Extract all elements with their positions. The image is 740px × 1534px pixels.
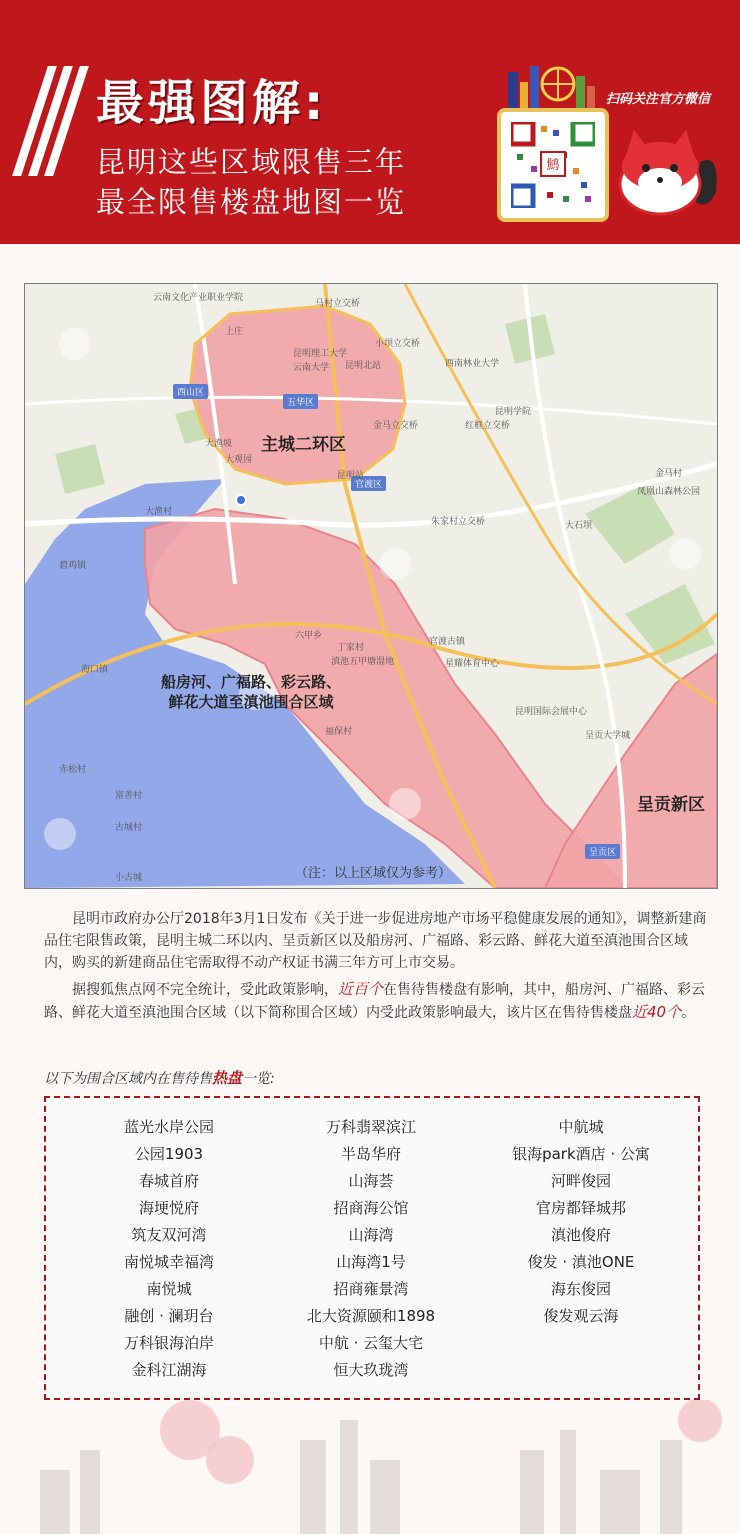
- district-badge-xishan: 西山区: [173, 384, 208, 399]
- stats-highlight-count: 近百个: [338, 980, 384, 998]
- map-label: 昆明站: [337, 471, 365, 481]
- map-label: 福保村: [325, 727, 353, 737]
- subtitle-line1: 昆明这些区域限售三年: [96, 145, 407, 179]
- page-title: 最强图解:: [96, 75, 328, 131]
- map-label: 朱家村立交桥: [431, 517, 486, 527]
- district-badge-wuhua: 五华区: [283, 394, 318, 409]
- property-column-1: [64, 1116, 274, 1386]
- property-item: 山海荟: [348, 1172, 394, 1190]
- list-title: [44, 1067, 275, 1088]
- list-title-a: 以下为围合区域内在售待售: [44, 1071, 212, 1087]
- map-label: 昆明国际会展中心: [515, 707, 588, 717]
- zone-label-lake-line2: 鲜花大道至滇池围合区域: [168, 693, 334, 711]
- property-item: 俊发观云海: [543, 1307, 619, 1325]
- policy-paragraph: [44, 908, 712, 974]
- map-label: 呈贡大学城: [585, 731, 631, 741]
- property-item: 融创 · 澜玥台: [124, 1307, 214, 1325]
- map-label: 丁家村: [337, 643, 365, 653]
- map-label: 富善村: [115, 791, 143, 801]
- zone-label-lake-area: [161, 672, 341, 712]
- property-item: 海东俊园: [550, 1280, 611, 1298]
- map-label: 大石坝: [565, 521, 593, 531]
- stats-text-b: 在售待售楼盘有影响，其中，船房河、广福路、彩云路、鲜花大道至滇池围合区域（以下简称围合区域）内受此政策影响最大，该片区在售待售楼盘: [44, 982, 706, 1021]
- map-label: 海口镇: [81, 665, 109, 675]
- map-label: 小坝立交桥: [375, 339, 421, 349]
- property-item: 官房都铎城邦: [535, 1199, 626, 1217]
- map-label: 西南林业大学: [445, 359, 500, 369]
- property-item: 蓝光水岸公园: [123, 1118, 214, 1136]
- map-panel: [24, 283, 718, 889]
- fox-mascot-icon: [612, 122, 722, 222]
- property-item: 招商海公馆: [333, 1199, 409, 1217]
- list-title-highlight: 热盘: [212, 1069, 243, 1087]
- map-label: 云南文化产业职业学院: [153, 293, 244, 303]
- map-label: 上庄: [225, 327, 244, 337]
- map-label: 滇池五甲塘湿地: [331, 657, 395, 667]
- property-item: 半岛华府: [340, 1145, 401, 1163]
- property-item: 春城首府: [138, 1172, 199, 1190]
- city-skyline-icon: [500, 62, 600, 110]
- map-label: 云南大学: [293, 363, 330, 373]
- property-item: 山海湾1号: [336, 1253, 406, 1271]
- property-item: 海埂悦府: [138, 1199, 199, 1217]
- map-label: 大渔村: [145, 507, 173, 517]
- stats-text-c: 。: [681, 1005, 696, 1021]
- map-label: 金马立交桥: [373, 421, 419, 431]
- district-badge-chenggong: 呈贡区: [585, 844, 620, 859]
- property-item: 公园1903: [134, 1145, 204, 1163]
- qr-center-label: 鹪: [546, 158, 560, 173]
- stats-text-a: 据搜狐焦点网不完全统计，受此政策影响，: [72, 982, 338, 998]
- zone-label-lake-line1: 船房河、广福路、彩云路、: [161, 673, 342, 691]
- map-label: 赤松村: [59, 765, 87, 775]
- property-item: 万科翡翠滨江: [325, 1118, 416, 1136]
- property-item: 滇池俊府: [550, 1226, 611, 1244]
- map-label: 昆明学院: [495, 407, 532, 417]
- map-label: 古城村: [115, 823, 143, 833]
- map-note: （注：以上区域仅为参考）: [295, 866, 452, 881]
- property-item: 俊发 · 滇池ONE: [527, 1253, 635, 1271]
- district-badge-guandu: 官渡区: [351, 476, 386, 491]
- property-item: 南悦城幸福湾: [123, 1253, 214, 1271]
- property-item: 银海park酒店 · 公寓: [512, 1145, 650, 1163]
- location-marker-icon: [235, 494, 247, 506]
- property-list-box: [44, 1096, 700, 1400]
- header-banner: [0, 0, 740, 244]
- subtitle-line2: 最全限售楼盘地图一览: [96, 185, 407, 219]
- property-item: 河畔俊园: [550, 1172, 611, 1190]
- decor-skyline-icon: [0, 1400, 740, 1534]
- property-item: 万科银海泊岸: [123, 1334, 214, 1352]
- map-label: 六甲乡: [295, 631, 323, 641]
- map-label: 昆明理工大学: [293, 349, 348, 359]
- property-item: 中航 · 云玺大宅: [318, 1334, 424, 1352]
- map-label: 红框立交桥: [465, 421, 511, 431]
- stats-paragraph: [44, 978, 712, 1024]
- property-column-3: [476, 1116, 686, 1332]
- map-label: 星耀体育中心: [445, 659, 500, 669]
- property-item: 南悦城: [146, 1280, 192, 1298]
- property-item: 金科江湖海: [131, 1361, 207, 1379]
- property-item: 中航城: [558, 1118, 604, 1136]
- qr-code-frame[interactable]: [497, 108, 609, 222]
- policy-text: 昆明市政府办公厅2018年3月1日发布《关于进一步促进房地产市场平稳健康发展的通知》，调整新建商品住宅限售政策，昆明主城二环以内、呈贡新区以及船房河、广福路、彩云路、鲜花大道至滇池围合区域内，购买的新建商品住宅需取得不动产权证书满三年方可上市交易。: [44, 911, 707, 971]
- property-item: 山海湾: [348, 1226, 394, 1244]
- map-label: 小古城: [115, 873, 143, 883]
- property-item: 北大资源颐和1898: [306, 1307, 436, 1325]
- property-item: 恒大玖珑湾: [333, 1361, 409, 1379]
- map-label: 凤凰山森林公园: [637, 487, 701, 497]
- property-item: 筑友双河湾: [131, 1226, 207, 1244]
- map-label: 碧鸡镇: [59, 561, 87, 571]
- wechat-prompt: 扫码关注官方微信: [606, 92, 711, 107]
- zone-label-chenggong: 呈贡新区: [637, 795, 705, 815]
- map-label: 官渡古镇: [429, 637, 466, 647]
- qr-code-icon: [511, 122, 595, 208]
- list-title-b: 一览:: [242, 1071, 275, 1087]
- map-label: 大观园: [225, 455, 253, 465]
- property-item: 招商雍景湾: [333, 1280, 409, 1298]
- map-label: 马村立交桥: [315, 299, 361, 309]
- zone-label-main-ring: 主城二环区: [261, 435, 346, 455]
- map-label: 昆明北站: [345, 361, 382, 371]
- stats-highlight-count2: 近40个: [632, 1003, 682, 1021]
- map-label: 大渔坡: [205, 439, 233, 449]
- property-column-2: [266, 1116, 476, 1386]
- map-label: 金马村: [655, 469, 683, 479]
